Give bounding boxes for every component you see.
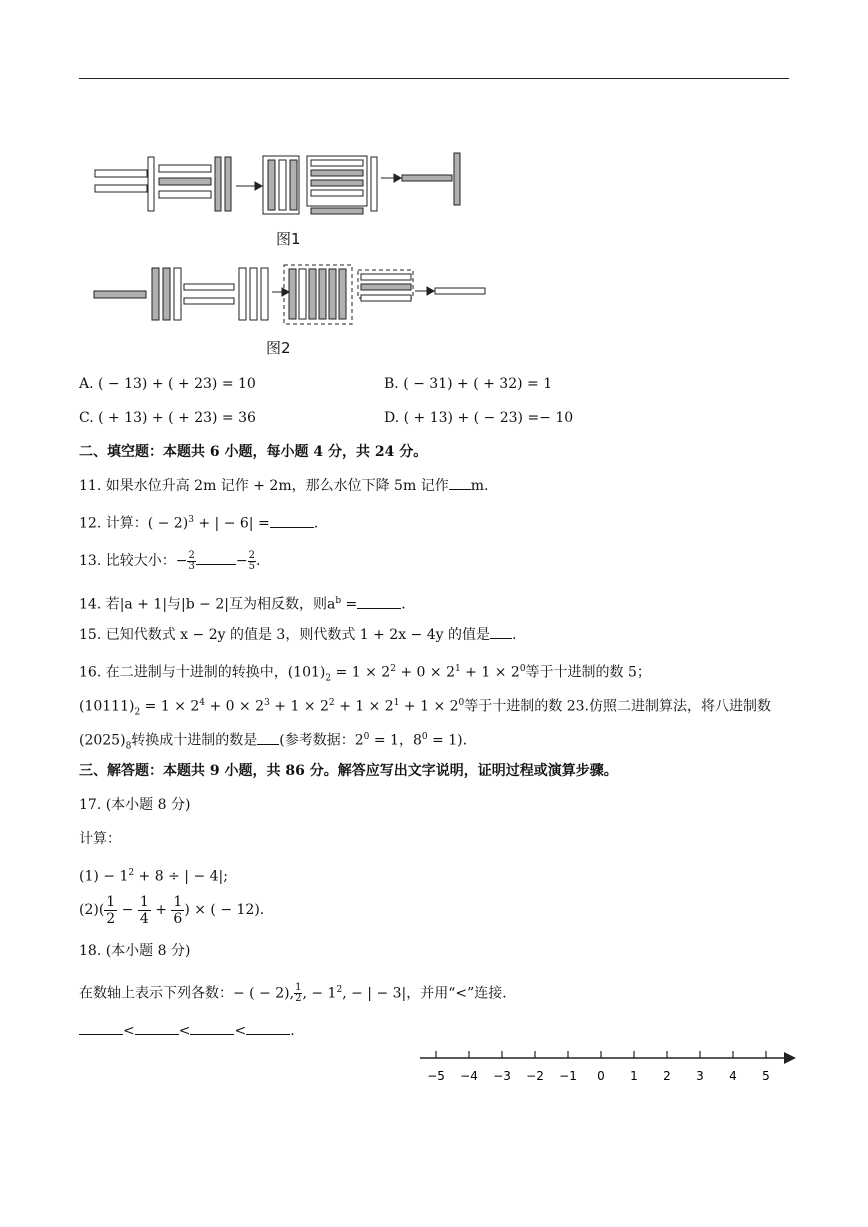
section-3-heading: 三、解答题：本题共 9 小题，共 86 分。解答应写出文字说明，证明过程或演算步骤。 bbox=[79, 763, 618, 779]
q17-f2-num: 1 bbox=[139, 893, 149, 910]
q16-text: 转换成十进制的数是 bbox=[131, 732, 258, 749]
q13-fraction-1 bbox=[187, 551, 195, 572]
q18-lt: < bbox=[234, 1023, 247, 1039]
option-d: D. ( + 13) + ( − 23) =− 10 bbox=[384, 410, 574, 426]
q18-text-3: , − | − 3|，并用“<”连接. bbox=[342, 985, 507, 1002]
q18-end: . bbox=[290, 1023, 295, 1039]
q13-f1-den: 3 bbox=[188, 560, 195, 572]
q17-f1-num: 1 bbox=[106, 893, 116, 910]
figure-1 bbox=[90, 150, 470, 220]
q11-text: 11. 如果水位升高 2m 记作 + 2m，那么水位下降 5m 记作 bbox=[79, 478, 449, 494]
q16-exp: 0 bbox=[519, 664, 526, 674]
question-13 bbox=[79, 544, 260, 578]
q16-exp: 0 bbox=[458, 698, 465, 708]
q17-p1-text-2: + 8 ÷ | − 4|; bbox=[134, 868, 228, 885]
question-16-line-3 bbox=[79, 727, 467, 756]
q12-end: . bbox=[313, 515, 319, 532]
q18-blank-2 bbox=[135, 1022, 179, 1035]
option-a: A. ( − 13) + ( + 23) = 10 bbox=[79, 376, 256, 392]
q14-exponent: b bbox=[335, 596, 342, 606]
q12-exponent: 3 bbox=[188, 515, 194, 525]
section-2-heading: 二、填空题：本题共 6 小题，每小题 4 分，共 24 分。 bbox=[79, 444, 428, 460]
q17-frac-1 bbox=[104, 894, 117, 927]
q18-text-2: , − 1 bbox=[302, 985, 337, 1002]
q16-text: (参考数据：2 bbox=[279, 732, 364, 749]
q16-blank bbox=[257, 732, 279, 745]
q17-f2-den: 4 bbox=[139, 910, 149, 927]
q13-f1-num: 2 bbox=[188, 549, 195, 561]
q16-sub: 2 bbox=[134, 707, 141, 718]
q17-part-2: (2)( $\frac{1}{2}$ − $\frac{1}{4}$ + $\frac{1}{6}$ ) × ( − 12). bbox=[79, 893, 265, 927]
q14-text: 14. 若|a + 1|与|b − 2|互为相反数，则a bbox=[79, 596, 336, 613]
q12-text: 12. 计算：( − 2) bbox=[79, 515, 189, 532]
q17-heading: 17. (本小题 8 分) bbox=[79, 797, 191, 813]
q16-term: + 1 × 2 bbox=[334, 698, 394, 715]
question-16-line-2 bbox=[79, 693, 771, 722]
q17-frac-2 bbox=[138, 894, 151, 927]
q16-exp: 1 bbox=[393, 698, 400, 708]
number-line-tick-label: 4 bbox=[729, 1069, 737, 1083]
q16-exp: 0 bbox=[363, 732, 370, 742]
q13-minus: − bbox=[235, 553, 248, 569]
number-line bbox=[418, 1046, 802, 1090]
q16-sub: 2 bbox=[325, 673, 332, 684]
q12-blank bbox=[270, 515, 314, 528]
q16-text: 16. 在二进制与十进制的转换中，(101) bbox=[79, 664, 326, 681]
q13-fraction-2 bbox=[248, 551, 256, 572]
q16-exp: 4 bbox=[199, 698, 206, 708]
q17-part-1 bbox=[79, 863, 228, 887]
number-line-tick-label: 5 bbox=[762, 1069, 770, 1083]
q16-exp: 1 bbox=[455, 664, 461, 674]
number-line-tick-label: −5 bbox=[427, 1069, 445, 1083]
q16-term: = 1 × 2 bbox=[140, 698, 200, 715]
q17-f3-num: 1 bbox=[173, 893, 183, 910]
q18-text bbox=[79, 975, 507, 1005]
number-line-tick-label: −1 bbox=[559, 1069, 577, 1083]
question-16-line-1 bbox=[79, 659, 651, 688]
q16-exp: 2 bbox=[390, 664, 396, 674]
q18-lt: < bbox=[123, 1023, 135, 1039]
q18-f-num: 1 bbox=[295, 982, 302, 994]
q16-term: + 1 × 2 bbox=[269, 698, 329, 715]
q18-blank-4 bbox=[246, 1022, 290, 1035]
number-line-tick-label: 1 bbox=[630, 1069, 638, 1083]
q15-blank bbox=[490, 626, 512, 639]
q18-answer-blanks bbox=[79, 1021, 295, 1041]
q14-end: . bbox=[401, 596, 406, 613]
q16-text: (2025) bbox=[79, 732, 126, 749]
q18-exp: 2 bbox=[336, 985, 343, 995]
option-c: C. ( + 13) + ( + 23) = 36 bbox=[79, 410, 256, 426]
q13-blank bbox=[196, 552, 236, 565]
q18-text-1: 在数轴上表示下列各数：− ( − 2), bbox=[79, 985, 295, 1002]
figure-1-caption: 图1 bbox=[276, 230, 301, 248]
q16-sub: 8 bbox=[125, 741, 132, 752]
figure-2 bbox=[90, 262, 490, 328]
q16-text: = 1). bbox=[427, 732, 468, 749]
q17-f1-den: 2 bbox=[106, 910, 116, 927]
q13-end: . bbox=[255, 553, 261, 569]
q18-blank-1 bbox=[79, 1022, 123, 1035]
q18-blank-3 bbox=[190, 1022, 234, 1035]
q16-exp: 0 bbox=[421, 732, 428, 742]
number-line-tick-label: 0 bbox=[597, 1069, 605, 1083]
number-line-tick-label: −4 bbox=[460, 1069, 478, 1083]
q16-term: + 0 × 2 bbox=[395, 664, 455, 681]
question-11 bbox=[79, 476, 488, 496]
q17-p2-text: (2)( bbox=[79, 902, 105, 918]
q16-exp: 2 bbox=[328, 698, 335, 708]
q16-text: = 1，8 bbox=[369, 732, 422, 749]
q16-term: + 0 × 2 bbox=[205, 698, 265, 715]
q13-f2-den: 5 bbox=[248, 560, 255, 572]
option-b: B. ( − 31) + ( + 32) = 1 bbox=[384, 376, 553, 392]
q17-p2-text-2: ) × ( − 12). bbox=[184, 902, 265, 918]
number-line-tick-label: −3 bbox=[493, 1069, 511, 1083]
q16-text: (10111) bbox=[79, 698, 135, 715]
number-line-arrow bbox=[784, 1052, 796, 1064]
q15-text: 15. 已知代数式 x − 2y 的值是 3，则代数式 1 + 2x − 4y 的值是 bbox=[79, 627, 491, 643]
q17-p1-exp: 2 bbox=[128, 868, 135, 878]
question-15 bbox=[79, 625, 516, 645]
q16-term: + 1 × 2 bbox=[399, 698, 459, 715]
figure-2-caption: 图2 bbox=[266, 339, 291, 357]
q17-intro: 计算： bbox=[79, 831, 121, 847]
q13-f2-num: 2 bbox=[248, 549, 255, 561]
q18-lt: < bbox=[178, 1023, 191, 1039]
question-12 bbox=[79, 510, 318, 534]
q12-text-2: + | − 6| = bbox=[193, 515, 270, 532]
q17-p1-text: (1) − 1 bbox=[79, 868, 129, 885]
q17-frac-3 bbox=[171, 894, 184, 927]
number-line-tick-label: −2 bbox=[526, 1069, 544, 1083]
q15-end: . bbox=[512, 627, 517, 643]
question-14 bbox=[79, 591, 406, 615]
q14-blank bbox=[357, 596, 401, 609]
q16-term: = 1 × 2 bbox=[331, 664, 391, 681]
number-line-tick-label: 2 bbox=[663, 1069, 671, 1083]
number-line-tick-label: 3 bbox=[696, 1069, 704, 1083]
q16-text: 等于十进制的数 23.仿照二进制算法，将八进制数 bbox=[464, 698, 771, 715]
q17-f3-den: 6 bbox=[173, 910, 183, 927]
q11-unit: m. bbox=[470, 478, 489, 494]
q13-text: 13. 比较大小：− bbox=[79, 553, 188, 569]
q18-heading: 18. (本小题 8 分) bbox=[79, 943, 191, 959]
q18-f-den: 2 bbox=[295, 993, 302, 1005]
header-rule bbox=[79, 78, 789, 79]
q11-blank bbox=[449, 477, 471, 490]
q16-text: 等于十进制的数 5； bbox=[525, 664, 651, 681]
q16-exp: 3 bbox=[264, 698, 270, 708]
q16-term: + 1 × 2 bbox=[460, 664, 520, 681]
q14-text-2: = bbox=[341, 596, 358, 613]
